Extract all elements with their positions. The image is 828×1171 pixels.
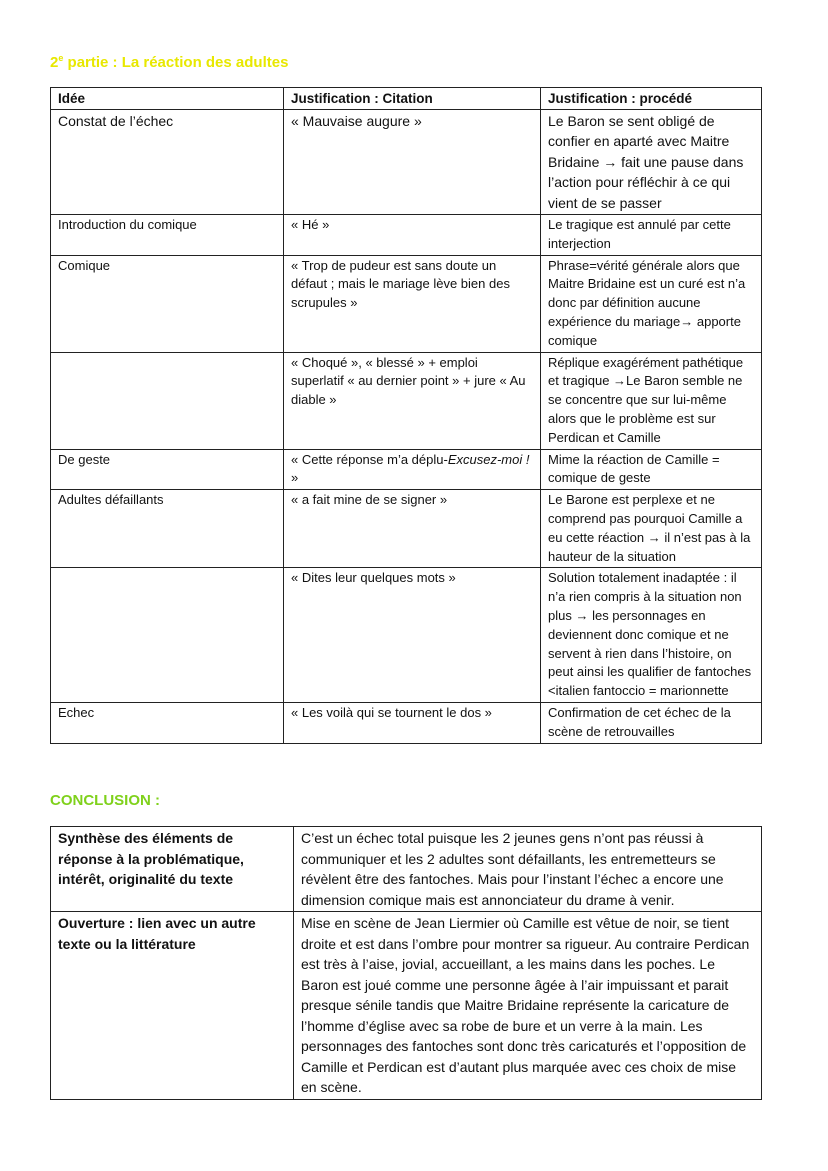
cell-procede: Confirmation de cet échec de la scène de retrouvailles — [541, 702, 762, 743]
cell-procede: Le Barone est perplexe et ne comprend pas pourquoi Camille a eu cette réaction → il n’est pas à la hauteur de la situation — [541, 490, 762, 568]
table-row — [51, 215, 762, 256]
table-row — [51, 490, 762, 568]
title-superscript: e — [58, 53, 64, 63]
cell-citation: « Trop de pudeur est sans doute un défaut ; mais le mariage lève bien des scrupules » — [284, 255, 541, 352]
citation-text: « Cette réponse m’a déplu- — [291, 451, 448, 467]
cell-citation: « Dites leur quelques mots » — [284, 568, 541, 703]
table-row — [51, 912, 762, 1100]
cell-procede: Mime la réaction de Camille = comique de geste — [541, 449, 762, 490]
table-row — [51, 110, 762, 215]
cell-procede: Réplique exagérément pathétique et tragique →Le Baron semble ne se concentre que sur lui-même alors que le problème est sur Perdican et Camille — [541, 352, 762, 449]
title-text: partie : La réaction des adultes — [63, 54, 289, 71]
cell-label: Ouverture : lien avec un autre texte ou la littérature — [51, 912, 294, 1100]
cell-citation: « Les voilà qui se tournent le dos » — [284, 702, 541, 743]
cell-citation: « Choqué », « blessé » + emploi superlatif « au dernier point » + jure « Au diable » — [284, 352, 541, 449]
cell-procede: Le tragique est annulé par cette interjection — [541, 215, 762, 256]
header-idee: Idée — [51, 88, 284, 110]
section-title-part2 — [50, 53, 288, 71]
cell-idee: Introduction du comique — [51, 215, 284, 256]
table-row — [51, 352, 762, 449]
table-header-row — [51, 88, 762, 110]
cell-text: Mise en scène de Jean Liermier où Camille est vêtue de noir, se tient droite et est dans l’ombre pour montrer sa rigueur. Au contraire Perdican est très à l’aise, jovial, accueillant, a les mains dans les poches. Le Baron est joué comme une personne âgée à l’air impuissant et parait presque sénile tandis que Maitre Bridaine représente la caricature de l’homme d’église avec sa robe de bure et un verre à la main. Les personnages des fantoches sont donc très caricaturés et l’opposition de Camille et Perdican est d’autant plus marquée avec ces choix de mise en scène. — [294, 912, 762, 1100]
header-citation: Justification : Citation — [284, 88, 541, 110]
cell-idee — [51, 568, 284, 703]
cell-idee: Comique — [51, 255, 284, 352]
table-row — [51, 449, 762, 490]
cell-idee: De geste — [51, 449, 284, 490]
table-row — [51, 702, 762, 743]
cell-idee — [51, 352, 284, 449]
cell-citation: « a fait mine de se signer » — [284, 490, 541, 568]
table-row — [51, 568, 762, 703]
cell-text: C’est un échec total puisque les 2 jeunes gens n’ont pas réussi à communiquer et les 2 adultes sont défaillants, les entremetteurs se révèlent être des fantoches. Mais pour l’instant l’échec a encore une dimension comique mais est annonciateur du drame à venir. — [294, 827, 762, 912]
cell-citation — [284, 449, 541, 490]
section-title-conclusion: CONCLUSION : — [50, 792, 160, 809]
cell-citation: « Mauvaise augure » — [284, 110, 541, 215]
cell-procede: Le Baron se sent obligé de confier en aparté avec Maitre Bridaine → fait une pause dans l’action pour réfléchir à ce qui vient de se passer — [541, 110, 762, 215]
conclusion-table — [50, 826, 762, 1100]
citation-italic: Excusez-moi ! — [447, 451, 530, 467]
citation-close: » — [291, 470, 299, 486]
cell-idee: Constat de l’échec — [51, 110, 284, 215]
cell-citation: « Hé » — [284, 215, 541, 256]
analysis-table — [50, 87, 762, 744]
title-number: 2 — [50, 54, 59, 71]
header-procede: Justification : procédé — [541, 88, 762, 110]
cell-procede: Phrase=vérité générale alors que Maitre Bridaine est un curé est n’a donc par définition aucune expérience du mariage→ apporte comique — [541, 255, 762, 352]
cell-label: Synthèse des éléments de réponse à la problématique, intérêt, originalité du texte — [51, 827, 294, 912]
cell-idee: Adultes défaillants — [51, 490, 284, 568]
cell-procede: Solution totalement inadaptée : il n’a rien compris à la situation non plus → les personnages en deviennent donc comique et ne servent à rien dans l’histoire, on peut ainsi les qualifier de fantoches <italien fantoccio = marionnette — [541, 568, 762, 703]
cell-idee: Echec — [51, 702, 284, 743]
table-row — [51, 827, 762, 912]
table-row — [51, 255, 762, 352]
